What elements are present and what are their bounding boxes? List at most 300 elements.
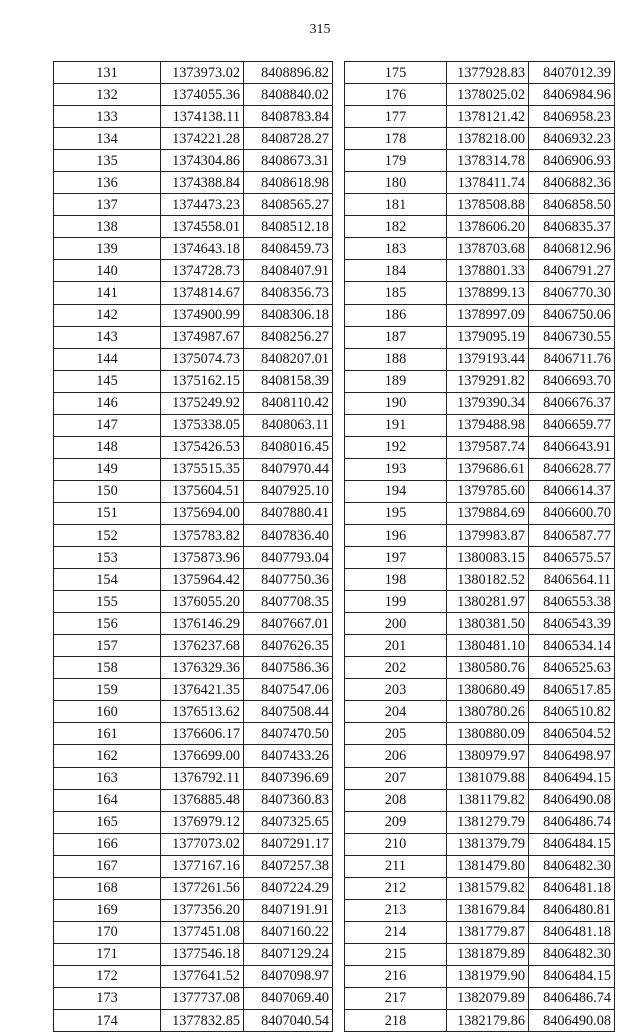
y-coordinate-cell: 8407433.26 bbox=[244, 745, 333, 767]
x-coordinate-cell: 1379193.44 bbox=[447, 348, 529, 370]
y-coordinate-cell: 8408256.27 bbox=[244, 326, 333, 348]
x-coordinate-cell: 1376513.62 bbox=[161, 701, 244, 723]
x-coordinate-cell: 1375515.35 bbox=[161, 458, 244, 480]
x-coordinate-cell: 1374388.84 bbox=[161, 172, 244, 194]
point-number-cell: 217 bbox=[345, 987, 447, 1009]
table-row bbox=[54, 260, 333, 282]
y-coordinate-cell: 8407880.41 bbox=[244, 502, 333, 524]
table-row bbox=[54, 789, 333, 811]
table-row bbox=[54, 701, 333, 723]
y-coordinate-cell: 8407836.40 bbox=[244, 524, 333, 546]
y-coordinate-cell: 8406553.38 bbox=[529, 591, 615, 613]
table-row bbox=[54, 613, 333, 635]
x-coordinate-cell: 1376699.00 bbox=[161, 745, 244, 767]
x-coordinate-cell: 1376606.17 bbox=[161, 723, 244, 745]
y-coordinate-cell: 8408356.73 bbox=[244, 282, 333, 304]
point-number-cell: 215 bbox=[345, 943, 447, 965]
table-row bbox=[54, 745, 333, 767]
table-row bbox=[54, 1010, 333, 1032]
y-coordinate-cell: 8406882.36 bbox=[529, 172, 615, 194]
point-number-cell: 133 bbox=[54, 106, 161, 128]
y-coordinate-cell: 8406750.06 bbox=[529, 304, 615, 326]
point-number-cell: 154 bbox=[54, 569, 161, 591]
table-row bbox=[345, 458, 615, 480]
y-coordinate-cell: 8406510.82 bbox=[529, 701, 615, 723]
x-coordinate-cell: 1378703.68 bbox=[447, 238, 529, 260]
table-row bbox=[345, 921, 615, 943]
y-coordinate-cell: 8408207.01 bbox=[244, 348, 333, 370]
point-number-cell: 194 bbox=[345, 480, 447, 502]
x-coordinate-cell: 1381879.89 bbox=[447, 943, 529, 965]
y-coordinate-cell: 8408565.27 bbox=[244, 194, 333, 216]
point-number-cell: 132 bbox=[54, 84, 161, 106]
point-number-cell: 131 bbox=[54, 62, 161, 84]
table-row bbox=[345, 392, 615, 414]
x-coordinate-cell: 1378411.74 bbox=[447, 172, 529, 194]
x-coordinate-cell: 1381579.82 bbox=[447, 877, 529, 899]
x-coordinate-cell: 1377451.08 bbox=[161, 921, 244, 943]
point-number-cell: 158 bbox=[54, 657, 161, 679]
x-coordinate-cell: 1379095.19 bbox=[447, 326, 529, 348]
point-number-cell: 168 bbox=[54, 877, 161, 899]
y-coordinate-cell: 8406482.30 bbox=[529, 855, 615, 877]
x-coordinate-cell: 1374814.67 bbox=[161, 282, 244, 304]
y-coordinate-cell: 8406525.63 bbox=[529, 657, 615, 679]
x-coordinate-cell: 1379686.61 bbox=[447, 458, 529, 480]
x-coordinate-cell: 1382079.89 bbox=[447, 987, 529, 1009]
point-number-cell: 184 bbox=[345, 260, 447, 282]
y-coordinate-cell: 8406932.23 bbox=[529, 128, 615, 150]
table-row bbox=[54, 106, 333, 128]
x-coordinate-cell: 1381979.90 bbox=[447, 965, 529, 987]
point-number-cell: 161 bbox=[54, 723, 161, 745]
y-coordinate-cell: 8406564.11 bbox=[529, 569, 615, 591]
table-row bbox=[345, 613, 615, 635]
point-number-cell: 198 bbox=[345, 569, 447, 591]
table-row bbox=[54, 392, 333, 414]
point-number-cell: 176 bbox=[345, 84, 447, 106]
table-row bbox=[54, 282, 333, 304]
table-row bbox=[345, 216, 615, 238]
x-coordinate-cell: 1374643.18 bbox=[161, 238, 244, 260]
x-coordinate-cell: 1379983.87 bbox=[447, 524, 529, 546]
table-row bbox=[54, 326, 333, 348]
table-row bbox=[345, 745, 615, 767]
x-coordinate-cell: 1379390.34 bbox=[447, 392, 529, 414]
y-coordinate-cell: 8408459.73 bbox=[244, 238, 333, 260]
table-row bbox=[345, 414, 615, 436]
y-coordinate-cell: 8407160.22 bbox=[244, 921, 333, 943]
y-coordinate-cell: 8408618.98 bbox=[244, 172, 333, 194]
y-coordinate-cell: 8408016.45 bbox=[244, 436, 333, 458]
table-row bbox=[345, 524, 615, 546]
table-row bbox=[54, 569, 333, 591]
y-coordinate-cell: 8406484.15 bbox=[529, 833, 615, 855]
point-number-cell: 141 bbox=[54, 282, 161, 304]
point-number-cell: 193 bbox=[345, 458, 447, 480]
y-coordinate-cell: 8406906.93 bbox=[529, 150, 615, 172]
x-coordinate-cell: 1379291.82 bbox=[447, 370, 529, 392]
point-number-cell: 195 bbox=[345, 502, 447, 524]
x-coordinate-cell: 1377261.56 bbox=[161, 877, 244, 899]
x-coordinate-cell: 1380182.52 bbox=[447, 569, 529, 591]
table-row bbox=[54, 414, 333, 436]
y-coordinate-cell: 8408158.39 bbox=[244, 370, 333, 392]
y-coordinate-cell: 8406481.18 bbox=[529, 877, 615, 899]
x-coordinate-cell: 1377073.02 bbox=[161, 833, 244, 855]
table-row bbox=[54, 767, 333, 789]
point-number-cell: 148 bbox=[54, 436, 161, 458]
table-row bbox=[54, 84, 333, 106]
y-coordinate-cell: 8406486.74 bbox=[529, 987, 615, 1009]
y-coordinate-cell: 8408783.84 bbox=[244, 106, 333, 128]
y-coordinate-cell: 8406659.77 bbox=[529, 414, 615, 436]
table-row bbox=[54, 436, 333, 458]
x-coordinate-cell: 1374221.28 bbox=[161, 128, 244, 150]
table-row bbox=[54, 150, 333, 172]
y-coordinate-cell: 8406614.37 bbox=[529, 480, 615, 502]
table-row bbox=[345, 547, 615, 569]
point-number-cell: 155 bbox=[54, 591, 161, 613]
table-row bbox=[345, 1010, 615, 1032]
x-coordinate-cell: 1374558.01 bbox=[161, 216, 244, 238]
table-row bbox=[345, 480, 615, 502]
y-coordinate-cell: 8406643.91 bbox=[529, 436, 615, 458]
y-coordinate-cell: 8407360.83 bbox=[244, 789, 333, 811]
y-coordinate-cell: 8406791.27 bbox=[529, 260, 615, 282]
point-number-cell: 203 bbox=[345, 679, 447, 701]
x-coordinate-cell: 1374987.67 bbox=[161, 326, 244, 348]
x-coordinate-cell: 1377167.16 bbox=[161, 855, 244, 877]
point-number-cell: 172 bbox=[54, 965, 161, 987]
x-coordinate-cell: 1374900.99 bbox=[161, 304, 244, 326]
x-coordinate-cell: 1380580.76 bbox=[447, 657, 529, 679]
point-number-cell: 197 bbox=[345, 547, 447, 569]
x-coordinate-cell: 1381079.88 bbox=[447, 767, 529, 789]
table-row bbox=[54, 943, 333, 965]
y-coordinate-cell: 8407667.01 bbox=[244, 613, 333, 635]
y-coordinate-cell: 8408407.91 bbox=[244, 260, 333, 282]
x-coordinate-cell: 1375074.73 bbox=[161, 348, 244, 370]
table-row bbox=[345, 128, 615, 150]
table-row bbox=[345, 106, 615, 128]
table-row bbox=[54, 348, 333, 370]
table-row bbox=[54, 128, 333, 150]
point-number-cell: 166 bbox=[54, 833, 161, 855]
point-number-cell: 156 bbox=[54, 613, 161, 635]
table-row bbox=[345, 348, 615, 370]
table-row bbox=[345, 591, 615, 613]
point-number-cell: 137 bbox=[54, 194, 161, 216]
x-coordinate-cell: 1376146.29 bbox=[161, 613, 244, 635]
x-coordinate-cell: 1374304.86 bbox=[161, 150, 244, 172]
y-coordinate-cell: 8408728.27 bbox=[244, 128, 333, 150]
x-coordinate-cell: 1380481.10 bbox=[447, 635, 529, 657]
x-coordinate-cell: 1380780.26 bbox=[447, 701, 529, 723]
y-coordinate-cell: 8408840.02 bbox=[244, 84, 333, 106]
x-coordinate-cell: 1382179.86 bbox=[447, 1010, 529, 1032]
y-coordinate-cell: 8406858.50 bbox=[529, 194, 615, 216]
y-coordinate-cell: 8406494.15 bbox=[529, 767, 615, 789]
x-coordinate-cell: 1378899.13 bbox=[447, 282, 529, 304]
table-row bbox=[54, 591, 333, 613]
x-coordinate-cell: 1374055.36 bbox=[161, 84, 244, 106]
table-row bbox=[345, 701, 615, 723]
y-coordinate-cell: 8407547.06 bbox=[244, 679, 333, 701]
table-row bbox=[345, 260, 615, 282]
y-coordinate-cell: 8408673.31 bbox=[244, 150, 333, 172]
point-number-cell: 136 bbox=[54, 172, 161, 194]
x-coordinate-cell: 1378121.42 bbox=[447, 106, 529, 128]
point-number-cell: 207 bbox=[345, 767, 447, 789]
y-coordinate-cell: 8406730.55 bbox=[529, 326, 615, 348]
y-coordinate-cell: 8406958.23 bbox=[529, 106, 615, 128]
point-number-cell: 174 bbox=[54, 1010, 161, 1032]
x-coordinate-cell: 1376885.48 bbox=[161, 789, 244, 811]
y-coordinate-cell: 8406628.77 bbox=[529, 458, 615, 480]
x-coordinate-cell: 1375873.96 bbox=[161, 547, 244, 569]
point-number-cell: 142 bbox=[54, 304, 161, 326]
table-row bbox=[54, 657, 333, 679]
y-coordinate-cell: 8406534.14 bbox=[529, 635, 615, 657]
table-row bbox=[54, 172, 333, 194]
x-coordinate-cell: 1379488.98 bbox=[447, 414, 529, 436]
point-number-cell: 151 bbox=[54, 502, 161, 524]
x-coordinate-cell: 1376979.12 bbox=[161, 811, 244, 833]
x-coordinate-cell: 1378997.09 bbox=[447, 304, 529, 326]
point-number-cell: 163 bbox=[54, 767, 161, 789]
table-row bbox=[54, 965, 333, 987]
point-number-cell: 196 bbox=[345, 524, 447, 546]
table-row bbox=[345, 679, 615, 701]
x-coordinate-cell: 1381279.79 bbox=[447, 811, 529, 833]
y-coordinate-cell: 8408512.18 bbox=[244, 216, 333, 238]
point-number-cell: 183 bbox=[345, 238, 447, 260]
table-row bbox=[54, 921, 333, 943]
point-number-cell: 213 bbox=[345, 899, 447, 921]
x-coordinate-cell: 1378218.00 bbox=[447, 128, 529, 150]
table-row bbox=[54, 370, 333, 392]
y-coordinate-cell: 8407098.97 bbox=[244, 965, 333, 987]
point-number-cell: 162 bbox=[54, 745, 161, 767]
y-coordinate-cell: 8406835.37 bbox=[529, 216, 615, 238]
y-coordinate-cell: 8406517.85 bbox=[529, 679, 615, 701]
y-coordinate-cell: 8407586.36 bbox=[244, 657, 333, 679]
table-row bbox=[345, 855, 615, 877]
point-number-cell: 191 bbox=[345, 414, 447, 436]
point-number-cell: 185 bbox=[345, 282, 447, 304]
y-coordinate-cell: 8407040.54 bbox=[244, 1010, 333, 1032]
point-number-cell: 209 bbox=[345, 811, 447, 833]
table-row bbox=[345, 502, 615, 524]
y-coordinate-cell: 8407396.69 bbox=[244, 767, 333, 789]
table-row bbox=[54, 304, 333, 326]
y-coordinate-cell: 8406770.30 bbox=[529, 282, 615, 304]
point-number-cell: 140 bbox=[54, 260, 161, 282]
y-coordinate-cell: 8406600.70 bbox=[529, 502, 615, 524]
y-coordinate-cell: 8408306.18 bbox=[244, 304, 333, 326]
table-row bbox=[345, 789, 615, 811]
table-row bbox=[345, 833, 615, 855]
x-coordinate-cell: 1374728.73 bbox=[161, 260, 244, 282]
table-row bbox=[345, 899, 615, 921]
table-row bbox=[54, 811, 333, 833]
table-row bbox=[54, 877, 333, 899]
y-coordinate-cell: 8406676.37 bbox=[529, 392, 615, 414]
x-coordinate-cell: 1378314.78 bbox=[447, 150, 529, 172]
x-coordinate-cell: 1374138.11 bbox=[161, 106, 244, 128]
point-number-cell: 210 bbox=[345, 833, 447, 855]
point-number-cell: 135 bbox=[54, 150, 161, 172]
y-coordinate-cell: 8408896.82 bbox=[244, 62, 333, 84]
y-coordinate-cell: 8407069.40 bbox=[244, 987, 333, 1009]
table-row bbox=[54, 833, 333, 855]
point-number-cell: 188 bbox=[345, 348, 447, 370]
x-coordinate-cell: 1375249.92 bbox=[161, 392, 244, 414]
table-row bbox=[54, 855, 333, 877]
x-coordinate-cell: 1373973.02 bbox=[161, 62, 244, 84]
point-number-cell: 199 bbox=[345, 591, 447, 613]
table-row bbox=[54, 547, 333, 569]
point-number-cell: 150 bbox=[54, 480, 161, 502]
y-coordinate-cell: 8407750.36 bbox=[244, 569, 333, 591]
table-row bbox=[54, 238, 333, 260]
x-coordinate-cell: 1375426.53 bbox=[161, 436, 244, 458]
x-coordinate-cell: 1375783.82 bbox=[161, 524, 244, 546]
x-coordinate-cell: 1379587.74 bbox=[447, 436, 529, 458]
point-number-cell: 189 bbox=[345, 370, 447, 392]
point-number-cell: 139 bbox=[54, 238, 161, 260]
y-coordinate-cell: 8407925.10 bbox=[244, 480, 333, 502]
point-number-cell: 145 bbox=[54, 370, 161, 392]
y-coordinate-cell: 8406481.18 bbox=[529, 921, 615, 943]
y-coordinate-cell: 8406693.70 bbox=[529, 370, 615, 392]
point-number-cell: 218 bbox=[345, 1010, 447, 1032]
point-number-cell: 146 bbox=[54, 392, 161, 414]
point-number-cell: 159 bbox=[54, 679, 161, 701]
table-row bbox=[345, 436, 615, 458]
y-coordinate-cell: 8406984.96 bbox=[529, 84, 615, 106]
table-row bbox=[345, 569, 615, 591]
x-coordinate-cell: 1380083.15 bbox=[447, 547, 529, 569]
y-coordinate-cell: 8406543.39 bbox=[529, 613, 615, 635]
point-number-cell: 152 bbox=[54, 524, 161, 546]
x-coordinate-cell: 1378508.88 bbox=[447, 194, 529, 216]
y-coordinate-cell: 8408063.11 bbox=[244, 414, 333, 436]
y-coordinate-cell: 8406575.57 bbox=[529, 547, 615, 569]
x-coordinate-cell: 1377546.18 bbox=[161, 943, 244, 965]
y-coordinate-cell: 8406587.77 bbox=[529, 524, 615, 546]
y-coordinate-cell: 8406504.52 bbox=[529, 723, 615, 745]
table-row bbox=[345, 811, 615, 833]
x-coordinate-cell: 1379884.69 bbox=[447, 502, 529, 524]
point-number-cell: 212 bbox=[345, 877, 447, 899]
x-coordinate-cell: 1380880.09 bbox=[447, 723, 529, 745]
y-coordinate-cell: 8406482.30 bbox=[529, 943, 615, 965]
point-number-cell: 134 bbox=[54, 128, 161, 150]
table-row bbox=[54, 635, 333, 657]
point-number-cell: 157 bbox=[54, 635, 161, 657]
point-number-cell: 164 bbox=[54, 789, 161, 811]
point-number-cell: 177 bbox=[345, 106, 447, 128]
x-coordinate-cell: 1380281.97 bbox=[447, 591, 529, 613]
x-coordinate-cell: 1377356.20 bbox=[161, 899, 244, 921]
point-number-cell: 192 bbox=[345, 436, 447, 458]
point-number-cell: 180 bbox=[345, 172, 447, 194]
point-number-cell: 178 bbox=[345, 128, 447, 150]
y-coordinate-cell: 8407291.17 bbox=[244, 833, 333, 855]
table-row bbox=[54, 216, 333, 238]
x-coordinate-cell: 1381779.87 bbox=[447, 921, 529, 943]
point-number-cell: 186 bbox=[345, 304, 447, 326]
table-row bbox=[345, 657, 615, 679]
y-coordinate-cell: 8406486.74 bbox=[529, 811, 615, 833]
y-coordinate-cell: 8408110.42 bbox=[244, 392, 333, 414]
point-number-cell: 204 bbox=[345, 701, 447, 723]
table-row bbox=[345, 238, 615, 260]
table-row bbox=[54, 679, 333, 701]
y-coordinate-cell: 8407325.65 bbox=[244, 811, 333, 833]
table-row bbox=[345, 965, 615, 987]
point-number-cell: 214 bbox=[345, 921, 447, 943]
table-row bbox=[54, 502, 333, 524]
point-number-cell: 149 bbox=[54, 458, 161, 480]
table-row bbox=[345, 987, 615, 1009]
y-coordinate-cell: 8406480.81 bbox=[529, 899, 615, 921]
y-coordinate-cell: 8406711.76 bbox=[529, 348, 615, 370]
point-number-cell: 143 bbox=[54, 326, 161, 348]
table-row bbox=[54, 194, 333, 216]
x-coordinate-cell: 1380381.50 bbox=[447, 613, 529, 635]
point-number-cell: 169 bbox=[54, 899, 161, 921]
point-number-cell: 147 bbox=[54, 414, 161, 436]
table-row bbox=[345, 172, 615, 194]
table-row bbox=[345, 877, 615, 899]
y-coordinate-cell: 8407470.50 bbox=[244, 723, 333, 745]
x-coordinate-cell: 1375604.51 bbox=[161, 480, 244, 502]
point-number-cell: 211 bbox=[345, 855, 447, 877]
x-coordinate-cell: 1377737.08 bbox=[161, 987, 244, 1009]
x-coordinate-cell: 1377832.85 bbox=[161, 1010, 244, 1032]
coordinate-table-left bbox=[53, 61, 333, 1032]
point-number-cell: 153 bbox=[54, 547, 161, 569]
table-row bbox=[54, 899, 333, 921]
table-row bbox=[54, 987, 333, 1009]
point-number-cell: 200 bbox=[345, 613, 447, 635]
x-coordinate-cell: 1378025.02 bbox=[447, 84, 529, 106]
table-row bbox=[345, 370, 615, 392]
y-coordinate-cell: 8407191.91 bbox=[244, 899, 333, 921]
x-coordinate-cell: 1376421.35 bbox=[161, 679, 244, 701]
y-coordinate-cell: 8406490.08 bbox=[529, 789, 615, 811]
x-coordinate-cell: 1375338.05 bbox=[161, 414, 244, 436]
y-coordinate-cell: 8407508.44 bbox=[244, 701, 333, 723]
y-coordinate-cell: 8406498.97 bbox=[529, 745, 615, 767]
point-number-cell: 170 bbox=[54, 921, 161, 943]
table-row bbox=[345, 943, 615, 965]
x-coordinate-cell: 1381679.84 bbox=[447, 899, 529, 921]
point-number-cell: 206 bbox=[345, 745, 447, 767]
point-number-cell: 165 bbox=[54, 811, 161, 833]
x-coordinate-cell: 1378801.33 bbox=[447, 260, 529, 282]
point-number-cell: 181 bbox=[345, 194, 447, 216]
page-number: 315 bbox=[309, 22, 331, 37]
x-coordinate-cell: 1381479.80 bbox=[447, 855, 529, 877]
x-coordinate-cell: 1380979.97 bbox=[447, 745, 529, 767]
table-row bbox=[54, 524, 333, 546]
table-row bbox=[345, 767, 615, 789]
y-coordinate-cell: 8407626.35 bbox=[244, 635, 333, 657]
